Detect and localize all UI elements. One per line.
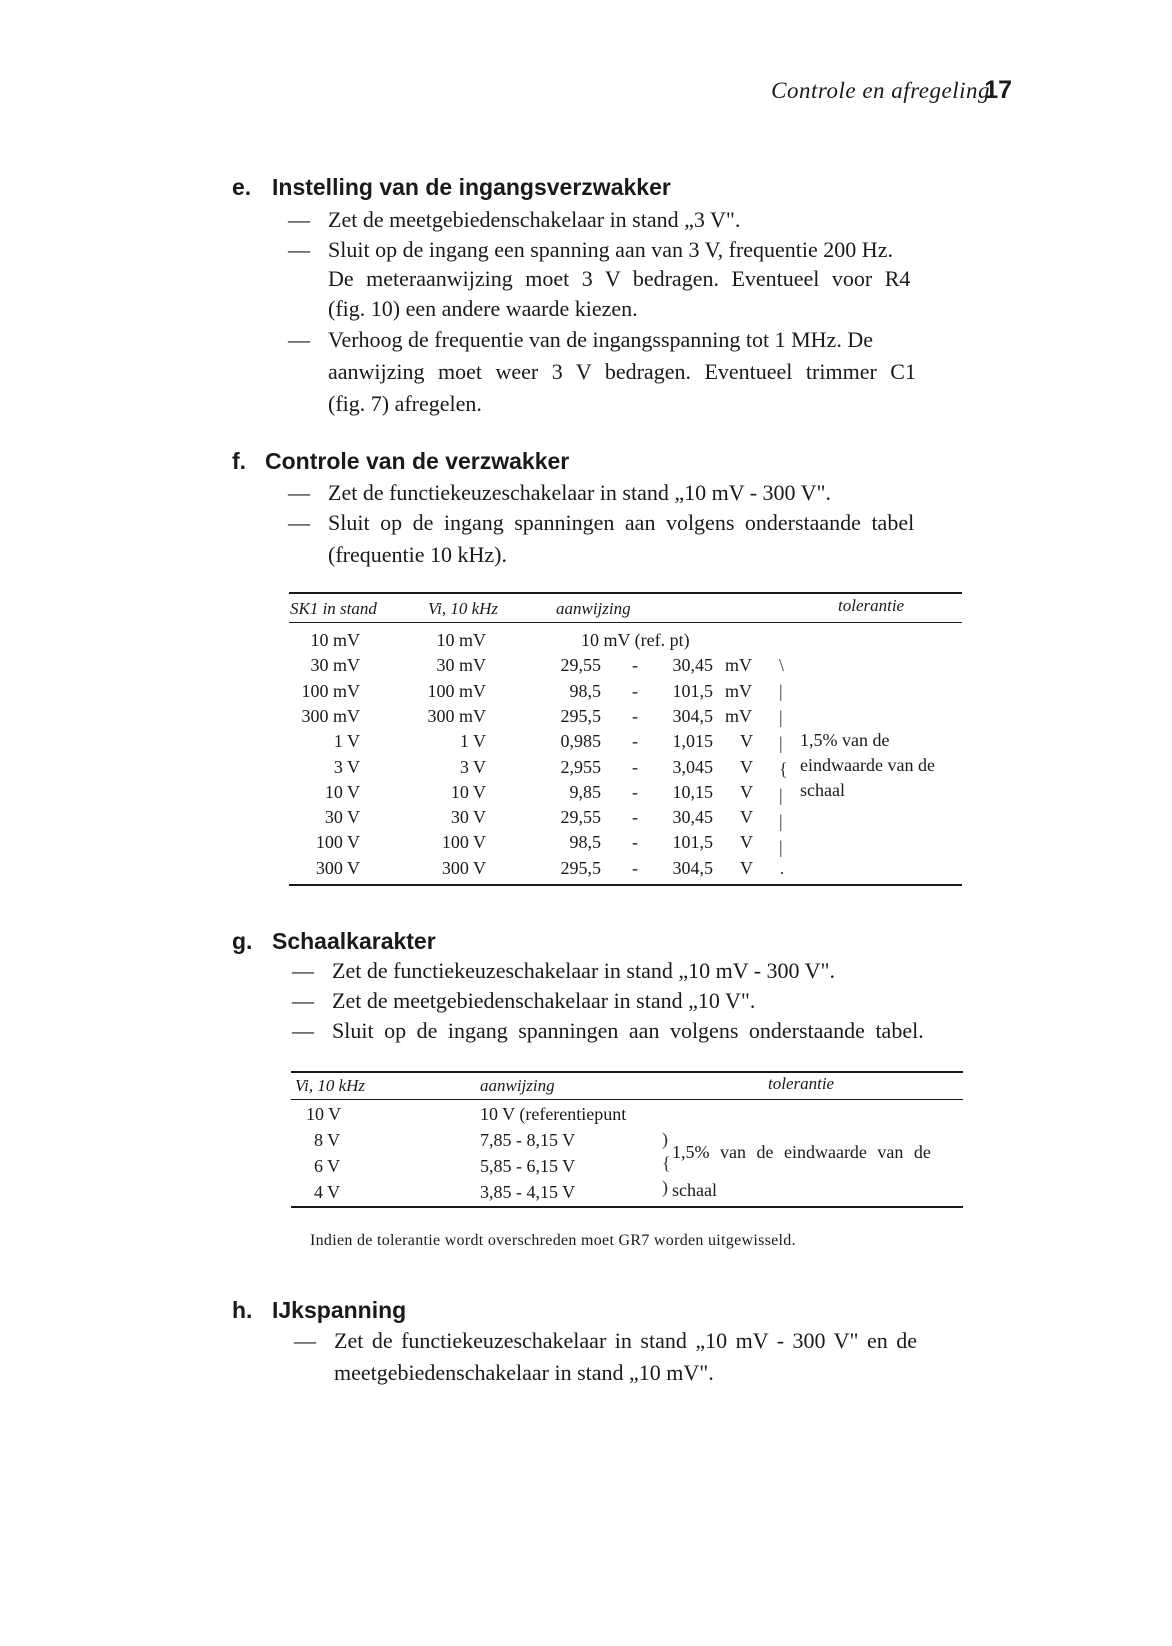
dash-marker: —	[288, 207, 310, 232]
range-separator: -	[632, 832, 638, 852]
table-cell: 10 mV	[436, 630, 486, 650]
table-cell: 6 V	[314, 1156, 341, 1176]
table-cell: 300 mV	[301, 706, 360, 726]
running-title: Controle en afregeling	[771, 78, 990, 103]
table-cell-min: 29,55	[560, 807, 601, 827]
range-separator: -	[632, 681, 638, 701]
table-header: aanwijzing	[480, 1076, 555, 1095]
table-cell: 30 V	[450, 807, 486, 827]
table-cell: 7,85 - 8,15 V	[480, 1130, 576, 1150]
dash-marker: —	[288, 237, 310, 262]
table-cell: 30 V	[324, 807, 360, 827]
section-g-line-1: — Zet de functiekeuzeschakelaar in stand „10 mV - 300 V".	[292, 958, 835, 983]
table-header: Vi, 10 kHz	[428, 599, 499, 618]
table-cell-min: 2,955	[560, 757, 601, 777]
table-bottom-rule	[291, 1206, 963, 1208]
tolerance-text: 1,5% van de eindwaarde van de	[672, 1142, 931, 1162]
section-h-line-1: — Zet de functiekeuzeschakelaar in stand „10 mV - 300 V" en de	[294, 1328, 918, 1353]
section-f-line-1: — Zet de functiekeuzeschakelaar in stand „10 mV - 300 V".	[288, 480, 831, 505]
table-cell-unit: V	[740, 807, 753, 827]
table-cell-max: 30,45	[672, 655, 713, 675]
tolerance-brace: ) { )	[662, 1129, 671, 1197]
table-top-rule	[291, 1071, 963, 1073]
table-cell: 300 mV	[427, 706, 486, 726]
section-e-line-3: De meteraanwijzing moet 3 V bedragen. Eventueel voor R4	[328, 266, 911, 291]
table-cell: 10 mV (ref. pt)	[581, 630, 690, 650]
table-cell-unit: mV	[725, 681, 752, 701]
range-separator: -	[632, 782, 638, 802]
table-cell: 100 V	[315, 832, 360, 852]
table-cell-min: 98,5	[569, 681, 601, 701]
dash-marker: —	[288, 510, 310, 535]
range-separator: -	[632, 757, 638, 777]
table-cell: 8 V	[314, 1130, 341, 1150]
section-letter: f.	[232, 448, 247, 474]
table-cell-min: 0,985	[560, 731, 601, 751]
tolerance-text: eindwaarde van de	[800, 755, 935, 775]
table-cell-unit: V	[740, 782, 753, 802]
section-g-line-2: — Zet de meetgebiedenschakelaar in stand „10 V".	[292, 988, 756, 1013]
table-header: tolerantie	[768, 1074, 835, 1093]
table-cell: 1 V	[333, 731, 360, 751]
section-e-line-1: — Zet de meetgebiedenschakelaar in stand „3 V".	[288, 207, 741, 232]
range-separator: -	[632, 858, 638, 878]
table-cell-max: 10,15	[672, 782, 713, 802]
tolerance-brace: \ | | | { | | | ·	[779, 655, 788, 883]
table-cell-max: 3,045	[672, 757, 713, 777]
table-cell-unit: V	[740, 832, 753, 852]
table-cell-max: 304,5	[672, 858, 713, 878]
table-cell: 10 V (referentiepunt	[480, 1104, 627, 1124]
table-cell-unit: mV	[725, 706, 752, 726]
section-g-heading	[232, 928, 436, 955]
table-bottom-rule	[289, 884, 962, 886]
table-cell: 300 V	[315, 858, 360, 878]
section-f-heading	[232, 448, 569, 475]
table-cell-unit: mV	[725, 655, 752, 675]
section-f-line-2: — Sluit op de ingang spanningen aan volgens onderstaande tabel	[288, 510, 915, 535]
section-h-line-2: meetgebiedenschakelaar in stand „10 mV".	[334, 1360, 714, 1385]
table-cell-max: 1,015	[672, 731, 713, 751]
table-cell-min: 295,5	[560, 706, 601, 726]
section-title: Schaalkarakter	[272, 928, 436, 954]
section-letter: h.	[232, 1297, 253, 1323]
table-cell: 1 V	[459, 731, 486, 751]
table-cell: 10 V	[450, 782, 486, 802]
table-cell-unit: V	[740, 757, 753, 777]
table-cell-min: 9,85	[569, 782, 601, 802]
section-title: Controle van de verzwakker	[265, 448, 570, 474]
range-separator: -	[632, 655, 638, 675]
table-top-rule	[289, 592, 962, 594]
table-cell: 10 V	[324, 782, 360, 802]
section-g-line-3: — Sluit op de ingang spanningen aan volgens onderstaande tabel.	[292, 1018, 924, 1043]
table-cell-max: 101,5	[672, 832, 713, 852]
table-cell: 3 V	[333, 757, 360, 777]
page-number: 17	[984, 76, 1012, 104]
section-title: IJkspanning	[272, 1297, 407, 1323]
section-e-heading	[232, 174, 671, 201]
table-cell-max: 101,5	[672, 681, 713, 701]
table-cell-min: 29,55	[560, 655, 601, 675]
section-f-line-3: (frequentie 10 kHz).	[328, 542, 507, 567]
table-cell-unit: V	[740, 731, 753, 751]
section-e-line-5: — Verhoog de frequentie van de ingangsspanning tot 1 MHz. De	[288, 327, 873, 352]
table-cell-max: 30,45	[672, 807, 713, 827]
section-title: Instelling van de ingangsverzwakker	[272, 174, 671, 200]
section-e-line-2: — Sluit op de ingang een spanning aan van 3 V, frequentie 200 Hz.	[288, 237, 893, 262]
dash-marker: —	[288, 327, 310, 352]
table-cell: 3 V	[459, 757, 486, 777]
table-header: aanwijzing	[556, 599, 631, 618]
tolerance-text: schaal	[800, 780, 845, 800]
tolerance-text: schaal	[672, 1180, 717, 1200]
table-cell: 30 mV	[436, 655, 486, 675]
table-cell: 5,85 - 6,15 V	[480, 1156, 576, 1176]
table-header: Vi, 10 kHz	[295, 1076, 366, 1095]
table-cell-max: 304,5	[672, 706, 713, 726]
section-h-heading	[232, 1297, 406, 1324]
range-separator: -	[632, 731, 638, 751]
table-cell: 10 V	[306, 1104, 342, 1124]
table-cell: 100 mV	[427, 681, 486, 701]
table-cell: 300 V	[441, 858, 486, 878]
table-cell-unit: V	[740, 858, 753, 878]
dash-marker: —	[292, 1018, 314, 1043]
range-separator: -	[632, 807, 638, 827]
dash-marker: —	[288, 480, 310, 505]
table-cell: 100 mV	[301, 681, 360, 701]
tolerance-text: 1,5% van de	[800, 730, 890, 750]
table-header-rule	[289, 622, 962, 623]
section-e-line-6: aanwijzing moet weer 3 V bedragen. Eventueel trimmer C1	[328, 359, 916, 384]
table-cell: 100 V	[441, 832, 486, 852]
section-letter: e.	[232, 174, 252, 200]
table-header-rule	[291, 1099, 963, 1100]
dash-marker: —	[294, 1328, 316, 1353]
table-cell: 30 mV	[310, 655, 360, 675]
table-cell: 3,85 - 4,15 V	[480, 1182, 576, 1202]
table-header: tolerantie	[838, 596, 905, 615]
table-cell: 10 mV	[310, 630, 360, 650]
table-cell: 4 V	[314, 1182, 341, 1202]
range-separator: -	[632, 706, 638, 726]
dash-marker: —	[292, 958, 314, 983]
dash-marker: —	[292, 988, 314, 1013]
section-letter: g.	[232, 928, 253, 954]
footnote: Indien de tolerantie wordt overschreden moet GR7 worden uitgewisseld.	[310, 1232, 796, 1249]
section-e-line-4: (fig. 10) een andere waarde kiezen.	[328, 296, 638, 321]
table-header: SK1 in stand	[290, 599, 377, 618]
section-e-line-7: (fig. 7) afregelen.	[328, 391, 482, 416]
table-cell-min: 295,5	[560, 858, 601, 878]
table-cell-min: 98,5	[569, 832, 601, 852]
